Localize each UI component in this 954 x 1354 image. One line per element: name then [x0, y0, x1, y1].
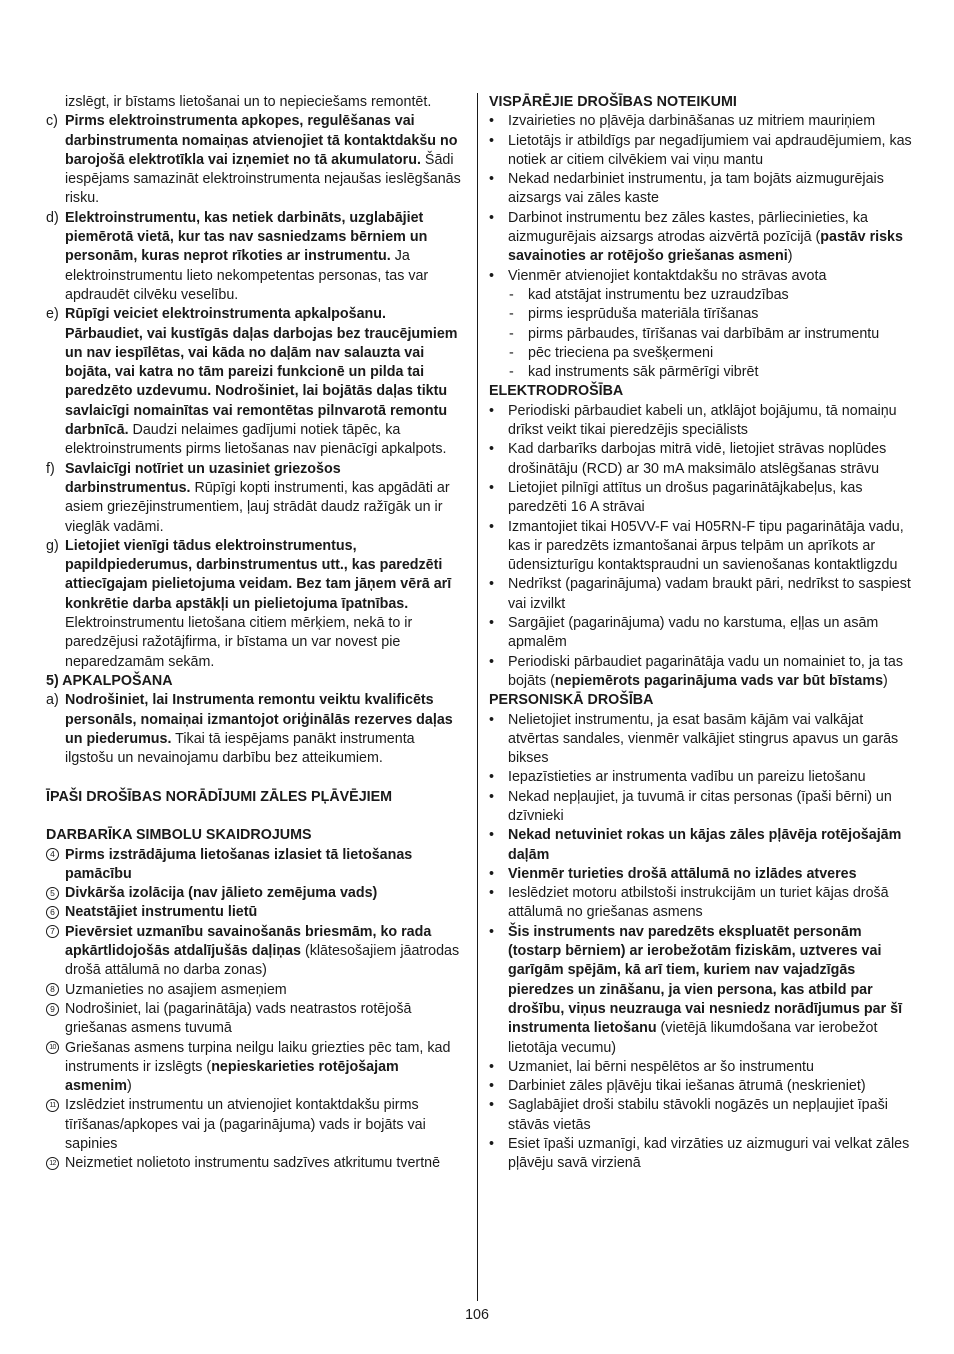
symbol-item: 4 Pirms izstrādājuma lietošanas izlasiet tā lietošanas pamācību	[46, 846, 466, 885]
left-column	[46, 93, 466, 1174]
bullet-item: • Nekad netuviniet rokas un kājas zāles pļāvēja rotējošajām daļām	[489, 827, 902, 863]
symbol-number: 4	[46, 848, 59, 861]
bullet-icon: •	[489, 1097, 495, 1114]
symbol-item: 12 Neizmetiet nolietoto instrumentu sadzīves atkritumu tvertnē	[46, 1154, 466, 1173]
section-heading: ĪPAŠI DROŠĪBAS NORĀDĪJUMI ZĀLES PĻĀVĒJIEM	[46, 788, 393, 805]
dash-item: - kad atstājat instrumentu bez uzraudzības	[489, 286, 914, 305]
dash-item: - kad instruments sāk pārmērīgi vibrēt	[489, 363, 914, 382]
section-heading: DARBARĪKA SIMBOLU SKAIDROJUMS	[46, 827, 312, 844]
intro-text: izslēgt, ir bīstams lietošanai un to nepieciešams remontēt.	[65, 94, 432, 110]
bullet-item: • Lietotājs ir atbildīgs par negadījumiem vai apdraudējumiem, kas notiek ar citiem cilvēkiem vai viņu mantu	[489, 132, 912, 168]
bullet-item: • Saglabājiet droši stabilu stāvokli nogāzēs un nepļaujiet īpaši stāvās vietās	[489, 1097, 888, 1133]
symbol-item: 5 Divkārša izolācija (nav jālieto zemējuma vads)	[46, 884, 466, 903]
symbol-number: 5	[46, 887, 59, 900]
bullet-icon: •	[489, 171, 495, 188]
symbol-item: 9 Nodrošiniet, lai (pagarinātāja) vads neatrastos rotējošā griešanas asmens tuvumā	[46, 1000, 466, 1039]
bullet-icon: •	[489, 441, 495, 458]
dash-icon: -	[509, 344, 514, 361]
dash-item: - pēc trieciena pa svešķermeni	[489, 344, 914, 363]
bullet-item: • Vienmēr atvienojiet kontaktdakšu no strāvas avota	[489, 267, 914, 286]
dash-icon: -	[509, 364, 514, 381]
dash-icon: -	[509, 306, 514, 323]
list-item: c) Pirms elektroinstrumenta apkopes, regulēšanas vai darbinstrumenta nomaiņas atvienojiet tā kontaktdakšu no barojošā elektrotīkla vai izņemiet no tā akumulatoru. Šādi iespējams samazināt elektroinstrumenta nejaušas ieslēgšanās risku.	[46, 113, 461, 207]
section-heading: VISPĀRĒJIE DROŠĪBAS NOTEIKUMI	[489, 94, 737, 110]
bullet-item: • Kad darbarīks darbojas mitrā vidē, lietojiet strāvas noplūdes drošinātāju (RCD) ar 30 mA maksimālo atslēgšanas strāvu	[489, 441, 887, 477]
bullet-icon: •	[489, 923, 495, 940]
bullet-icon: •	[489, 653, 495, 670]
right-column	[489, 93, 914, 1174]
bullet-icon: •	[489, 402, 495, 419]
dash-icon: -	[509, 325, 514, 342]
symbol-number: 8	[46, 983, 59, 996]
bullet-icon: •	[489, 209, 495, 226]
bullet-icon: •	[489, 576, 495, 593]
bullet-icon: •	[489, 132, 495, 149]
bullet-item: • Esiet īpaši uzmanīgi, kad virzāties uz aizmuguri vai velkat zāles pļāvēju savā virzienā	[489, 1136, 910, 1172]
bullet-icon: •	[489, 1136, 495, 1153]
bullet-icon: •	[489, 518, 495, 535]
bullet-icon: •	[489, 1078, 495, 1095]
bullet-item: • Nekad nepļaujiet, ja tuvumā ir citas personas (īpaši bērni) un dzīvnieki	[489, 788, 892, 824]
list-item: e) Rūpīgi veiciet elektroinstrumenta apkalpošanu. Pārbaudiet, vai kustīgās daļas darbojas bez traucējumiem un nav iespīlētas, vai kāda no daļām nav salauzta vai bojāta, vai katra no tām pareizi funkcionē un pilda tai paredzēto uzdevumu. Nodrošiniet, lai bojātās daļas tiktu savlaicīgi nomainītas vai remontētas pilnvarotā remontu darbnīcā. Daudzi nelaimes gadījumi notiek tāpēc, ka elektroinstruments pirms lietošanas nav pienācīgi apkalpots.	[46, 306, 458, 458]
bullet-icon: •	[489, 113, 495, 130]
bullet-item: • Periodiski pārbaudiet pagarinātāja vadu un nomainiet to, ja tas bojāts (nepiemērots pagarinājuma vads var būt bīstams)	[489, 653, 904, 689]
bullet-item: • Uzmaniet, lai bērni nespēlētos ar šo instrumentu	[489, 1058, 914, 1077]
section-heading: 5) APKALPOŠANA	[46, 672, 173, 689]
symbol-item: 7 Pievērsiet uzmanību savainošanās briesmām, ko rada apkārtlidojošās atdalījušās daļiņas (klātesošajiem jāatrodas drošā attālumā no darba zonas)	[46, 923, 466, 981]
bullet-icon: •	[489, 769, 495, 786]
bullet-item: • Šis instruments nav paredzēts ekspluatēt personām (tostarp bērniem) ar ierobežotām fiziskām, uztveres vai garīgām spējām, kā arī tiem, kuriem nav vajadzīgās pieredzes un zināšanu, ja vien persona, kas atbild par drošību, viņus neuzrauga vai nesniedz norādījumus par šī instrumenta lietošanu (vietējā likumdošana var ierobežot lietotāja vecumu)	[489, 923, 903, 1056]
bullet-item: • Nelietojiet instrumentu, ja esat basām kājām vai valkājat atvērtas sandales, vienmēr valkājiet stingrus apavus un garās bikses	[489, 711, 899, 767]
symbol-item: 6 Neatstājiet instrumentu lietū	[46, 903, 466, 922]
bullet-icon: •	[489, 788, 495, 805]
page-number: 106	[465, 1307, 489, 1323]
bullet-item: • Ieslēdziet motoru atbilstoši instrukcijām un turiet kājas drošā attālumā no griešanas asmens	[489, 885, 889, 921]
bullet-icon: •	[489, 885, 495, 902]
bullet-icon: •	[489, 711, 495, 728]
bullet-item: • Iepazīstieties ar instrumenta vadību un pareizu lietošanu	[489, 768, 914, 787]
symbol-item: 10 Griešanas asmens turpina neilgu laiku griezties pēc tam, kad instruments ir izslēgts (nepieskarieties rotējošajam asmenim)	[46, 1039, 466, 1097]
bullet-item: • Nedrīkst (pagarinājuma) vadam braukt pāri, nedrīkst to saspiest vai izvilkt	[489, 576, 911, 612]
bullet-icon: •	[489, 827, 495, 844]
symbol-number: 11	[46, 1099, 59, 1112]
list-item: a) Nodrošiniet, lai Instrumenta remontu veiktu kvalificēts personāls, nomaiņai izmantojot oriģinālās rezerves daļas un piederumus. Tikai tā iespējams panākt instrumenta ilgstošu un nevainojamu darbību bez atteikumiem.	[46, 692, 453, 767]
bullet-item: • Darbiniet zāles pļāvēju tikai iešanas ātrumā (neskrieniet)	[489, 1077, 914, 1096]
symbol-number: 6	[46, 906, 59, 919]
list-item: g) Lietojiet vienīgi tādus elektroinstrumentus, papildpiederumus, darbinstrumentus utt., kas paredzēti attiecīgajam pielietojuma veidam. Bez tam jāņem vērā arī konkrētie darba apstākļi un pielietojuma īpatnības. Elektroinstrumentu lietošana citiem mērķiem, nekā to ir paredzējusi ražotājfirma, ir bīstama un var novest pie neparedzamām sekām.	[46, 537, 452, 670]
symbol-number: 12	[46, 1157, 59, 1170]
bullet-item: • Periodiski pārbaudiet kabeli un, atklājot bojājumu, tā nomaiņu drīkst veikt tikai pieredzējis speciālists	[489, 402, 897, 439]
column-divider	[477, 93, 478, 1301]
bullet-item: • Nekad nedarbiniet instrumentu, ja tam bojāts aizmugurējais aizsargs vai zāles kaste	[489, 171, 884, 207]
list-item: d) Elektroinstrumentu, kas netiek darbināts, uzglabājiet piemērotā vietā, kur tas nav sasniedzams bērniem un personām, kuras neprot rīkoties ar instrumentu. Ja elektroinstrumentu lieto nekompetentas personas, tas var apdraudēt cilvēku veselību.	[46, 209, 429, 303]
bullet-icon: •	[489, 479, 495, 496]
bullet-icon: •	[489, 267, 495, 284]
bullet-item: • Izvairieties no pļāvēja darbināšanas uz mitriem mauriņiem	[489, 112, 914, 131]
bullet-icon: •	[489, 865, 495, 882]
symbol-item: 8 Uzmanieties no asajiem asmeņiem	[46, 981, 466, 1000]
bullet-item: • Vienmēr turieties drošā attālumā no izlādes atveres	[489, 865, 914, 884]
section-heading: ELEKTRODROŠĪBA	[489, 383, 624, 400]
symbol-number: 10	[46, 1041, 59, 1054]
bullet-item: • Izmantojiet tikai H05VV-F vai H05RN-F tipu pagarinātāja vadu, kas ir paredzēts izmantošanai ārpus telpām un aprīkots ar ūdensizturīgu kontaktspraudni un savienošanas kontaktligzdu	[489, 518, 904, 574]
bullet-icon: •	[489, 615, 495, 632]
bullet-icon: •	[489, 1058, 495, 1075]
symbol-number: 7	[46, 925, 59, 938]
bullet-item: • Sargājiet (pagarinājuma) vadu no karstuma, eļļas un asām apmalēm	[489, 615, 879, 651]
dash-icon: -	[509, 286, 514, 303]
bullet-item: • Darbinot instrumentu bez zāles kastes, pārliecinieties, ka aizmugurējais aizsargs atrodas aizvērtā pozīcijā (pastāv risks savainoties ar rotējošo griešanas asmeni)	[489, 209, 903, 265]
bullet-item: • Lietojiet pilnīgi attītus un drošus pagarinātājkabeļus, kas paredzēti 16 A strāvai	[489, 479, 863, 516]
symbol-number: 9	[46, 1003, 59, 1016]
dash-item: - pirms iesprūduša materiāla tīrīšanas	[489, 305, 914, 324]
section-heading: PERSONISKĀ DROŠĪBA	[489, 692, 654, 709]
symbol-item: 11 Izslēdziet instrumentu un atvienojiet kontaktdakšu pirms tīrīšanas/apkopes vai ja (pagarinājuma) vads ir bojāts vai sapinies	[46, 1096, 466, 1154]
list-item: f) Savlaicīgi notīriet un uzasiniet griezošos darbinstrumentus. Rūpīgi kopti instrumenti, kas apgādāti ar asiem griezējinstrumentiem, ļauj strādāt daudz ražīgāk un ir vieglāk vadāmi.	[46, 460, 450, 535]
dash-item: - pirms pārbaudes, tīrīšanas vai darbībām ar instrumentu	[489, 325, 914, 344]
